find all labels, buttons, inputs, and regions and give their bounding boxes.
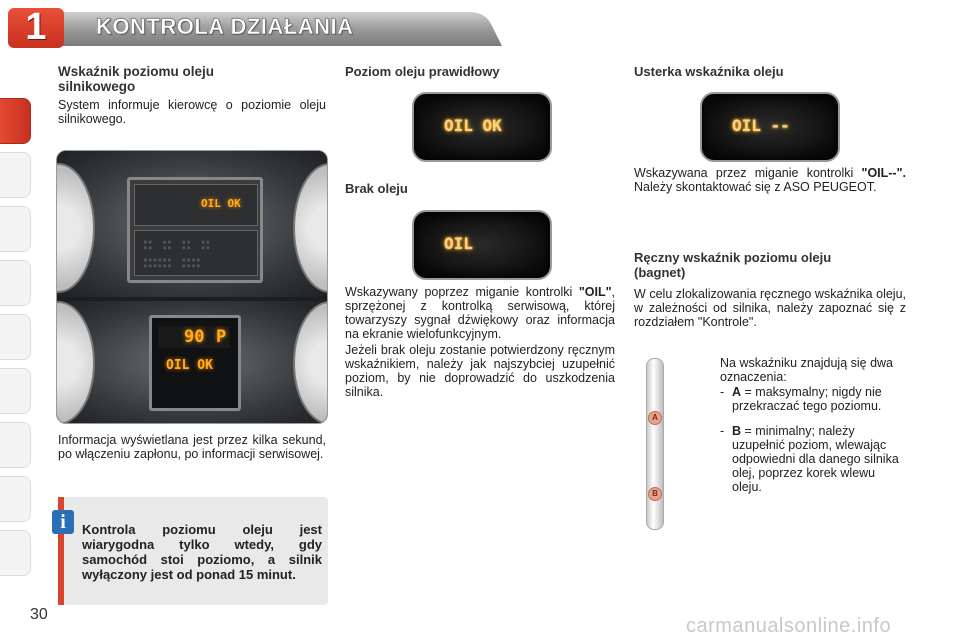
- mark-b-text: = minimalny; należy uzupełnić poziom, wlewając odpowiedni dla danego silnika olej, poprzez korek wlewu oleju.: [732, 424, 899, 494]
- side-tab[interactable]: [0, 206, 31, 252]
- bullet-dash: -: [720, 424, 725, 438]
- oil-low-text: OIL: [444, 234, 473, 253]
- side-tab[interactable]: [0, 314, 31, 360]
- info-text: Kontrola poziomu oleju jest wiarygodna tylko wtedy, gdy samochód stoi poziomo, a silnik wyłączony jest od ponad 15 minut.: [82, 522, 322, 582]
- fault-label-bold: "OIL--".: [861, 166, 906, 180]
- speedometer-dial: [293, 163, 328, 293]
- mark-a-item: [720, 385, 906, 413]
- dashboard-top: [57, 151, 327, 297]
- oil-ok-readout: OIL OK: [166, 358, 213, 373]
- mark-a-label: A: [732, 385, 742, 399]
- marks-intro: Na wskaźniku znajdują się dwa oznaczenia:: [720, 356, 894, 384]
- confirm-paragraph: Jeżeli brak oleju zostanie potwierdzony ręcznym wskaźnikiem, należy jak najszybciej uzupełnić poziom, by nie doprowadzić do uszkodzenia silnika.: [345, 343, 615, 399]
- side-tab[interactable]: [0, 368, 31, 414]
- dipstick-paragraph: W celu zlokalizowania ręcznego wskaźnika oleju, w zależności od silnika, należy zapoznać się z rozdziałem "Kontrole".: [634, 287, 906, 329]
- bullet-dash: -: [720, 385, 725, 399]
- mark-a-text: = maksymalny; nigdy nie przekraczać tego poziomu.: [732, 385, 882, 413]
- watermark: carmanualsonline.info: [686, 615, 892, 637]
- oil-label-bold: "OIL": [578, 285, 612, 299]
- screen-upper: [134, 184, 258, 226]
- chapter-side-tabs: [0, 70, 34, 580]
- heading-sensor-fault: Usterka wskaźnika oleju: [634, 64, 784, 79]
- heading-dipstick: Ręczny wskaźnik poziomu oleju (bagnet): [634, 250, 832, 280]
- side-tab-active[interactable]: [0, 98, 31, 144]
- info-icon: i: [52, 510, 74, 534]
- side-tab[interactable]: [0, 530, 31, 576]
- dashboard-photo: [56, 150, 328, 424]
- no-oil-text: Wskazywany poprzez miganie kontrolki: [345, 285, 579, 299]
- instrument-screen: [149, 315, 241, 411]
- display-oil-ok: [412, 92, 552, 162]
- fault-text: Wskazywana przez miganie kontrolki: [634, 166, 862, 180]
- dipstick-mark-a: A: [648, 411, 662, 425]
- side-tab[interactable]: [0, 260, 31, 306]
- display-oil-fault: [700, 92, 840, 162]
- side-tab[interactable]: [0, 476, 31, 522]
- mark-b-label: B: [732, 424, 742, 438]
- mark-b-item: [720, 424, 906, 494]
- dashboard-bottom: [57, 301, 327, 423]
- intro-text: System informuje kierowcę o poziomie oleju silnikowego.: [58, 98, 326, 126]
- speed-readout: 90: [184, 327, 205, 347]
- display-oil-low: [412, 210, 552, 280]
- no-oil-paragraph: [345, 285, 615, 341]
- oil-ok-text: OIL OK: [444, 116, 502, 135]
- section-heading-oil-level: Wskaźnik poziomu oleju silnikowego: [58, 64, 215, 94]
- screen-upper: [158, 326, 230, 348]
- heading-no-oil: Brak oleju: [345, 181, 408, 196]
- no-oil-text: , sprzężonej z kontrolką serwisową, której towarzyszy sygnał dźwiękowy oraz informacja na ekranie wielofunkcyjnym.: [345, 285, 615, 341]
- tachometer-dial: [56, 301, 95, 424]
- page-title: KONTROLA DZIAŁANIA: [96, 14, 354, 39]
- dim-segments: ∷ ∷ ∷ ∷: [143, 235, 211, 254]
- side-tab[interactable]: [0, 422, 31, 468]
- side-tab[interactable]: [0, 152, 31, 198]
- oil-fault-text: OIL --: [732, 116, 790, 135]
- chapter-number: 1: [25, 6, 47, 48]
- dipstick-mark-b: B: [648, 487, 662, 501]
- fault-paragraph: [634, 166, 906, 194]
- screen-lower: [134, 230, 258, 276]
- gear-readout: P: [216, 327, 227, 347]
- fault-text: Należy skontaktować się z ASO PEUGEOT.: [634, 180, 877, 194]
- page-number: 30: [30, 606, 48, 623]
- dim-segments: ∷∷∷ ∷∷: [143, 253, 201, 272]
- instrument-screen: [127, 177, 263, 283]
- tachometer-dial: [56, 163, 95, 293]
- heading-oil-ok: Poziom oleju prawidłowy: [345, 64, 500, 79]
- oil-ok-readout: OIL OK: [201, 197, 241, 210]
- caption-text: Informacja wyświetlana jest przez kilka sekund, po włączeniu zapłonu, po informacji serwisowej.: [58, 433, 326, 461]
- speedometer-dial: [293, 301, 328, 424]
- dipstick-illustration: [646, 358, 664, 530]
